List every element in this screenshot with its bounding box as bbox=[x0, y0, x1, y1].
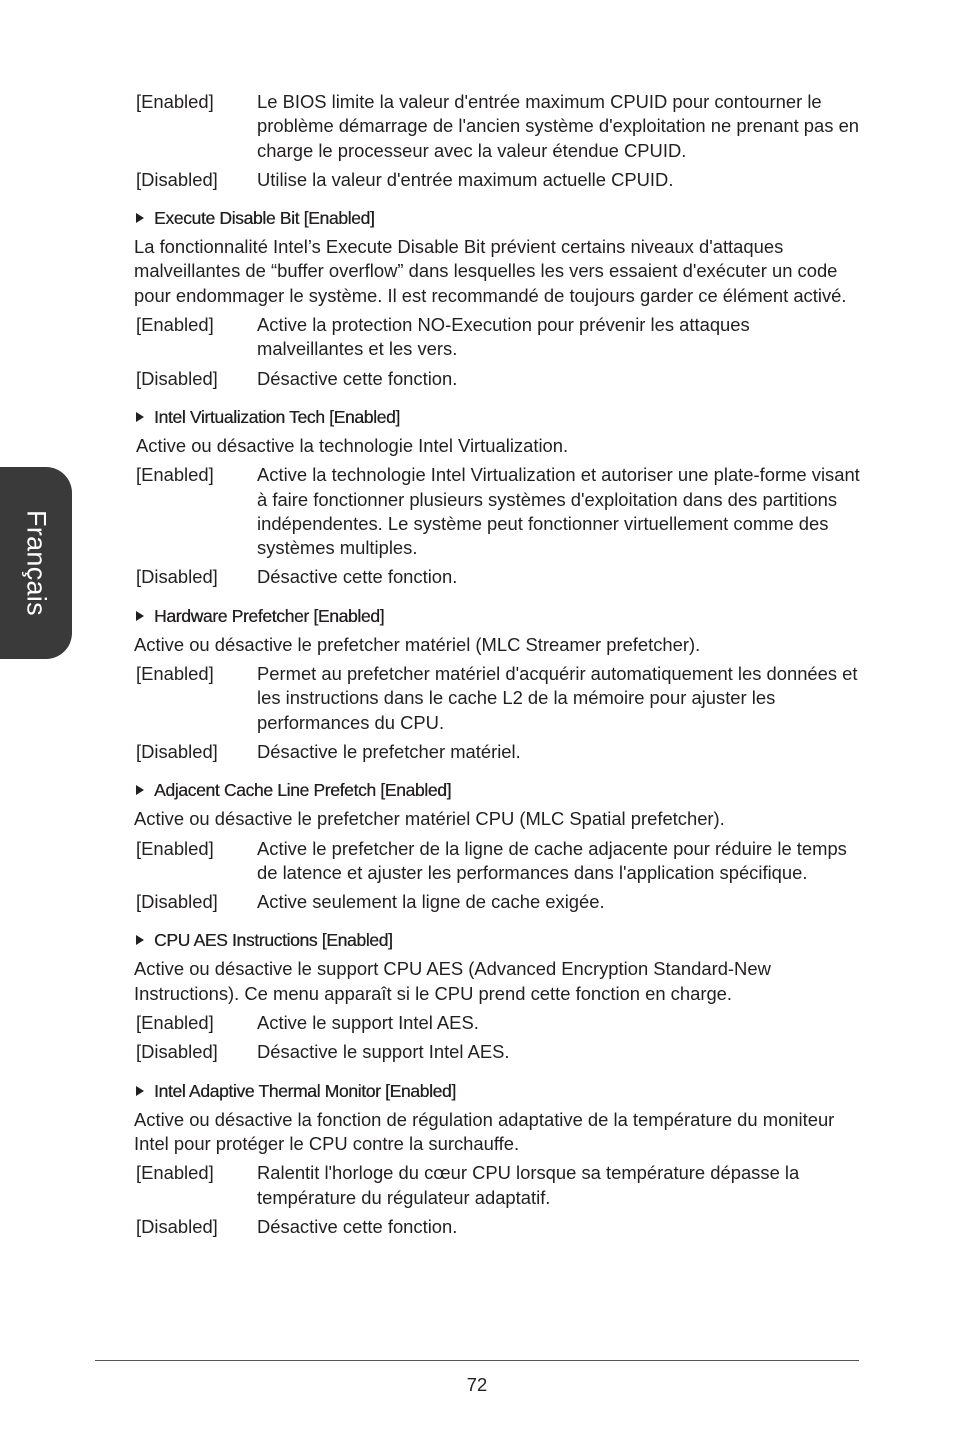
section-hardware-prefetcher bbox=[134, 604, 860, 764]
option-key: [Disabled] bbox=[136, 1041, 218, 1063]
option-key: [Disabled] bbox=[136, 168, 218, 190]
language-tab bbox=[0, 467, 72, 659]
option-key: [Enabled] bbox=[136, 464, 214, 486]
option-key: [Disabled] bbox=[136, 566, 218, 588]
option-row bbox=[134, 740, 860, 764]
option-row bbox=[134, 313, 860, 362]
section-title: Adjacent Cache Line Prefetch [Enabled] bbox=[154, 780, 452, 801]
option-row bbox=[134, 890, 860, 914]
option-text: Désactive le support Intel AES. bbox=[257, 1041, 510, 1063]
option-key: [Enabled] bbox=[136, 91, 214, 112]
option-key: [Disabled] bbox=[136, 891, 218, 913]
triangle-bullet-icon bbox=[136, 1086, 144, 1096]
triangle-bullet-icon bbox=[136, 412, 144, 422]
option-key: [Enabled] bbox=[136, 314, 214, 336]
option-text: Active la technologie Intel Virtualization et autoriser une plate-forme visant à faire fonctionner plusieurs systèmes d'exploitation dans des partitions indépendentes. Le système peut fonctionner virtuellement comme des systèmes multiples. bbox=[257, 464, 860, 559]
option-row bbox=[134, 1215, 860, 1239]
option-text: Active la protection NO-Execution pour prévenir les attaques malveillantes et les vers. bbox=[257, 314, 750, 360]
option-text: Ralentit l'horloge du cœur CPU lorsque sa température dépasse la température du régulateur adaptatif. bbox=[257, 1162, 800, 1208]
section-title: Intel Virtualization Tech [Enabled] bbox=[154, 406, 400, 427]
option-text: Désactive cette fonction. bbox=[257, 367, 458, 389]
section-title: Intel Adaptive Thermal Monitor [Enabled] bbox=[154, 1080, 456, 1101]
section-heading bbox=[134, 1079, 860, 1103]
option-key: [Disabled] bbox=[136, 1215, 218, 1237]
option-row bbox=[134, 463, 860, 560]
section-description: Active ou désactive le prefetcher matériel CPU (MLC Spatial prefetcher). bbox=[134, 808, 725, 830]
section-description: Active ou désactive la fonction de régulation adaptative de la température du moniteur Intel pour protéger le CPU contre la surchauffe. bbox=[134, 1108, 835, 1154]
option-key: [Enabled] bbox=[136, 663, 214, 685]
option-text: Active seulement la ligne de cache exigée. bbox=[257, 891, 605, 913]
option-row bbox=[134, 367, 860, 391]
option-key: [Disabled] bbox=[136, 367, 218, 389]
option-key: [Enabled] bbox=[136, 1012, 214, 1034]
triangle-bullet-icon bbox=[136, 935, 144, 945]
option-row bbox=[134, 168, 860, 192]
option-row bbox=[134, 565, 860, 589]
section-title: Execute Disable Bit [Enabled] bbox=[154, 208, 375, 229]
section-heading bbox=[134, 928, 860, 952]
section-intel-adaptive-thermal-monitor bbox=[134, 1079, 860, 1239]
section-heading bbox=[134, 405, 860, 429]
option-key: [Enabled] bbox=[136, 1162, 214, 1184]
section-heading bbox=[134, 206, 860, 230]
language-tab-label: Français bbox=[21, 510, 52, 616]
option-text: Désactive cette fonction. bbox=[257, 1215, 458, 1237]
section-description: Active ou désactive le prefetcher matériel (MLC Streamer prefetcher). bbox=[134, 633, 701, 655]
option-text: Le BIOS limite la valeur d'entrée maximum CPUID pour contourner le problème démarrage de l'ancien système d'exploitation ne prenant pas en charge le processeur avec la valeur étendue CPUID. bbox=[257, 91, 860, 161]
intro-options bbox=[134, 90, 860, 192]
option-key: [Disabled] bbox=[136, 740, 218, 762]
option-text: Active le prefetcher de la ligne de cache adjacente pour réduire le temps de latence et ajuster les performances dans l'application spécifique. bbox=[257, 837, 847, 883]
option-text: Désactive cette fonction. bbox=[257, 566, 458, 588]
option-row bbox=[134, 1161, 860, 1210]
option-row bbox=[134, 1040, 860, 1064]
option-key: [Enabled] bbox=[136, 837, 214, 859]
section-heading bbox=[134, 778, 860, 802]
option-text: Désactive le prefetcher matériel. bbox=[257, 740, 521, 762]
triangle-bullet-icon bbox=[136, 213, 144, 223]
section-adjacent-cache-line-prefetch bbox=[134, 778, 860, 914]
triangle-bullet-icon bbox=[136, 785, 144, 795]
option-text: Utilise la valeur d'entrée maximum actuelle CPUID. bbox=[257, 168, 674, 190]
option-text: Permet au prefetcher matériel d'acquérir automatiquement les données et les instructions dans le cache L2 de la mémoire pour ajuster les performances du CPU. bbox=[257, 663, 858, 733]
section-description: La fonctionnalité Intel’s Execute Disable Bit prévient certains niveaux d'attaques malveillantes de “buffer overflow” dans lesquelles les vers essaient d'exécuter un code pour endommager le système. Il est recommandé de toujours garder ce élément activé. bbox=[134, 236, 847, 306]
option-row bbox=[134, 662, 860, 735]
page-number: 72 bbox=[466, 1374, 488, 1395]
section-description: Active ou désactive la technologie Intel Virtualization. bbox=[136, 434, 569, 456]
section-cpu-aes-instructions bbox=[134, 928, 860, 1064]
section-execute-disable-bit bbox=[134, 206, 860, 391]
triangle-bullet-icon bbox=[136, 611, 144, 621]
option-text: Active le support Intel AES. bbox=[257, 1012, 479, 1034]
option-row bbox=[134, 90, 860, 163]
page-content bbox=[134, 90, 860, 1239]
option-row bbox=[134, 837, 860, 886]
section-title: CPU AES Instructions [Enabled] bbox=[154, 930, 393, 951]
section-title: Hardware Prefetcher [Enabled] bbox=[154, 605, 385, 626]
footer-divider bbox=[95, 1360, 859, 1361]
section-intel-virtualization-tech bbox=[134, 405, 860, 590]
section-description: Active ou désactive le support CPU AES (Advanced Encryption Standard-New Instructions). Ce menu apparaît si le CPU prend cette fonction en charge. bbox=[134, 958, 771, 1004]
option-row bbox=[134, 1011, 860, 1035]
section-heading bbox=[134, 604, 860, 628]
